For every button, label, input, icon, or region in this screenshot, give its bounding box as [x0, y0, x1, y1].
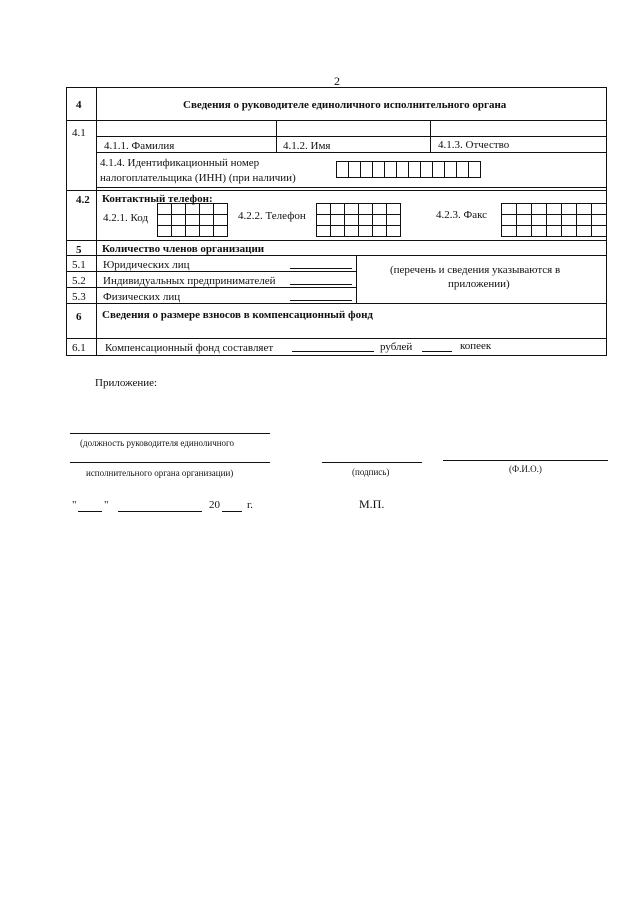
fio-field[interactable]	[443, 460, 608, 461]
fax-label: 4.2.3. Факс	[436, 209, 488, 221]
members-note-line1: (перечень и сведения указываются в	[390, 264, 561, 276]
kopecks-label: копеек	[460, 340, 492, 352]
individuals-field[interactable]	[290, 300, 352, 301]
fio-caption: (Ф.И.О.)	[509, 464, 542, 474]
date-year-suffix: г.	[247, 499, 254, 511]
section-5-number: 5	[76, 244, 82, 256]
date-month-field[interactable]	[118, 511, 202, 512]
legal-entities-label: Юридических лиц	[103, 259, 190, 271]
legal-entities-field[interactable]	[290, 268, 352, 269]
stamp-label: М.П.	[359, 497, 385, 511]
section-6-number: 6	[76, 311, 82, 323]
name-label: 4.1.2. Имя	[283, 140, 331, 152]
position-field[interactable]	[70, 433, 270, 434]
page-number: 2	[334, 74, 340, 88]
section-4-title: Сведения о руководителе единоличного исполнительного органа	[183, 99, 507, 111]
name-field[interactable]	[279, 126, 427, 136]
row-4-2-number: 4.2	[76, 194, 90, 206]
position-caption-line2: исполнительного органа организации)	[86, 468, 234, 478]
members-note-line2: приложении)	[448, 278, 510, 290]
phone-label: 4.2.2. Телефон	[238, 210, 306, 222]
date-open-quote: "	[72, 499, 77, 511]
inn-input-cells[interactable]	[336, 161, 481, 178]
row-4-1-number: 4.1	[72, 127, 86, 139]
row-6-1-number: 6.1	[72, 342, 86, 354]
surname-label: 4.1.1. Фамилия	[104, 140, 175, 152]
row-5-1-number: 5.1	[72, 259, 86, 271]
signature-field[interactable]	[322, 462, 422, 463]
section-6-title: Сведения о размере взносов в компенсационный фонд	[102, 309, 373, 321]
inn-label-line2: налогоплательщика (ИНН) (при наличии)	[100, 172, 296, 184]
date-day-field[interactable]	[78, 511, 102, 512]
date-close-quote: "	[104, 499, 109, 511]
position-caption-line1: (должность руководителя единоличного	[80, 438, 235, 448]
entrepreneurs-field[interactable]	[290, 284, 352, 285]
signature-caption: (подпись)	[352, 467, 390, 477]
row-5-3-number: 5.3	[72, 291, 86, 303]
individuals-label: Физических лиц	[103, 291, 181, 303]
rubles-field[interactable]	[292, 351, 374, 352]
compensation-fund-label: Компенсационный фонд составляет	[105, 342, 274, 354]
row-5-2-number: 5.2	[72, 275, 86, 287]
position-field-line2[interactable]	[70, 462, 270, 463]
code-label: 4.2.1. Код	[103, 212, 149, 224]
date-year-field[interactable]	[222, 511, 242, 512]
contact-phone-title: Контактный телефон:	[102, 193, 213, 205]
fax-input-cells[interactable]	[501, 203, 607, 237]
patronymic-label: 4.1.3. Отчество	[438, 139, 510, 151]
entrepreneurs-label: Индивидуальных предпринимателей	[103, 275, 276, 287]
phone-input-cells[interactable]	[316, 203, 401, 237]
patronymic-field[interactable]	[433, 126, 603, 136]
date-year-prefix: 20	[209, 499, 220, 511]
inn-label-line1: 4.1.4. Идентификационный номер	[100, 157, 260, 169]
section-5-title: Количество членов организации	[102, 243, 265, 255]
surname-field[interactable]	[105, 126, 273, 136]
section-4-number: 4	[76, 99, 82, 111]
rubles-label: рублей	[380, 341, 413, 353]
kopecks-field[interactable]	[422, 351, 452, 352]
attachment-label: Приложение:	[95, 377, 158, 389]
code-input-cells[interactable]	[157, 203, 228, 237]
